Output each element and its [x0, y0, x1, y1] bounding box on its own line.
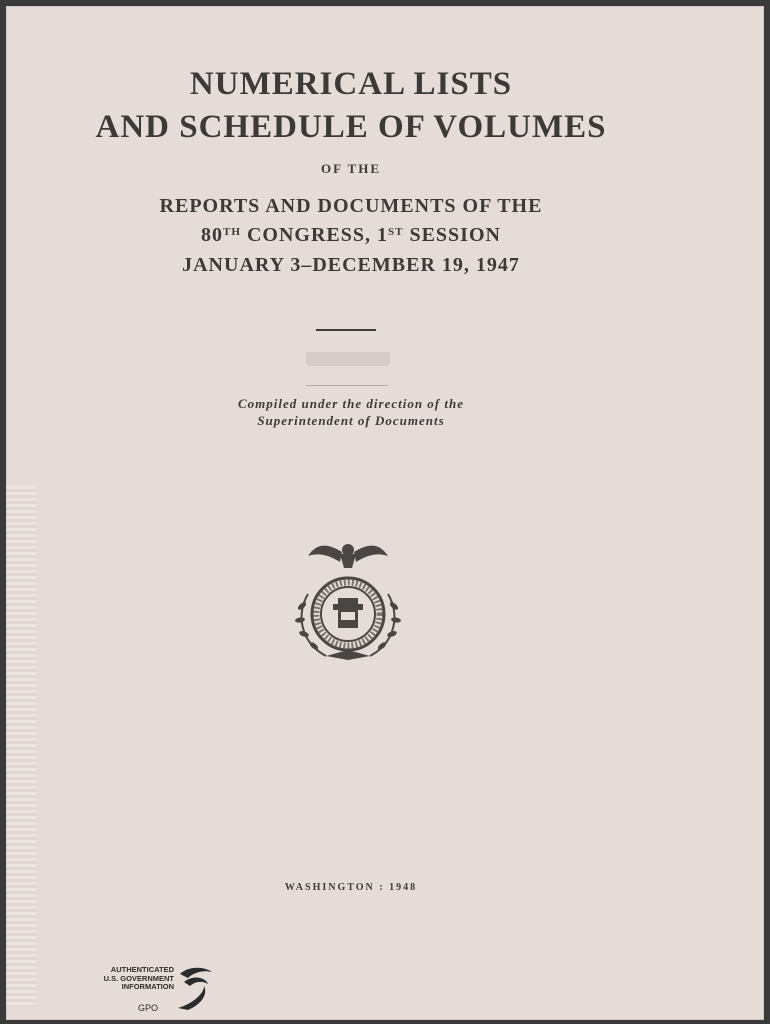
subtitle-line-1: REPORTS AND DOCUMENTS OF THE — [159, 195, 543, 217]
compiled-line-2: Superintendent of Documents — [257, 413, 445, 428]
title-line-1: NUMERICAL LISTS — [189, 66, 513, 102]
scan-edge-artifact — [6, 486, 36, 1006]
gpo-seal-icon — [286, 534, 411, 662]
of-the-label: OF THE — [320, 161, 382, 176]
session-ordinal: ST — [387, 226, 404, 238]
divider-rule-faint — [306, 385, 388, 386]
congress-text: CONGRESS, 1 — [240, 224, 388, 246]
title-line-2: AND SCHEDULE OF VOLUMES — [95, 109, 607, 145]
gpo-label: GPO — [138, 1003, 159, 1013]
authentication-text — [66, 966, 174, 992]
compiled-line-1: Compiled under the direction of the — [237, 396, 465, 411]
congress-ordinal: TH — [223, 226, 241, 238]
divider-rule — [316, 329, 376, 331]
session-text: SESSION — [403, 224, 501, 246]
faint-stamp — [306, 352, 390, 366]
imprint-line: WASHINGTON : 1948 — [284, 882, 418, 893]
congress-number: 80 — [201, 224, 224, 246]
auth-line-2: U.S. GOVERNMENT — [103, 973, 174, 983]
subtitle-line-3: JANUARY 3–DECEMBER 19, 1947 — [182, 254, 520, 276]
auth-line-1: AUTHENTICATED — [110, 965, 174, 974]
auth-line-3: INFORMATION — [121, 982, 174, 991]
subtitle-line-2 — [6, 224, 696, 247]
eagle-logo-icon — [174, 964, 216, 1012]
document-page — [6, 6, 764, 1020]
gpo-authentication-logo — [66, 964, 216, 1020]
